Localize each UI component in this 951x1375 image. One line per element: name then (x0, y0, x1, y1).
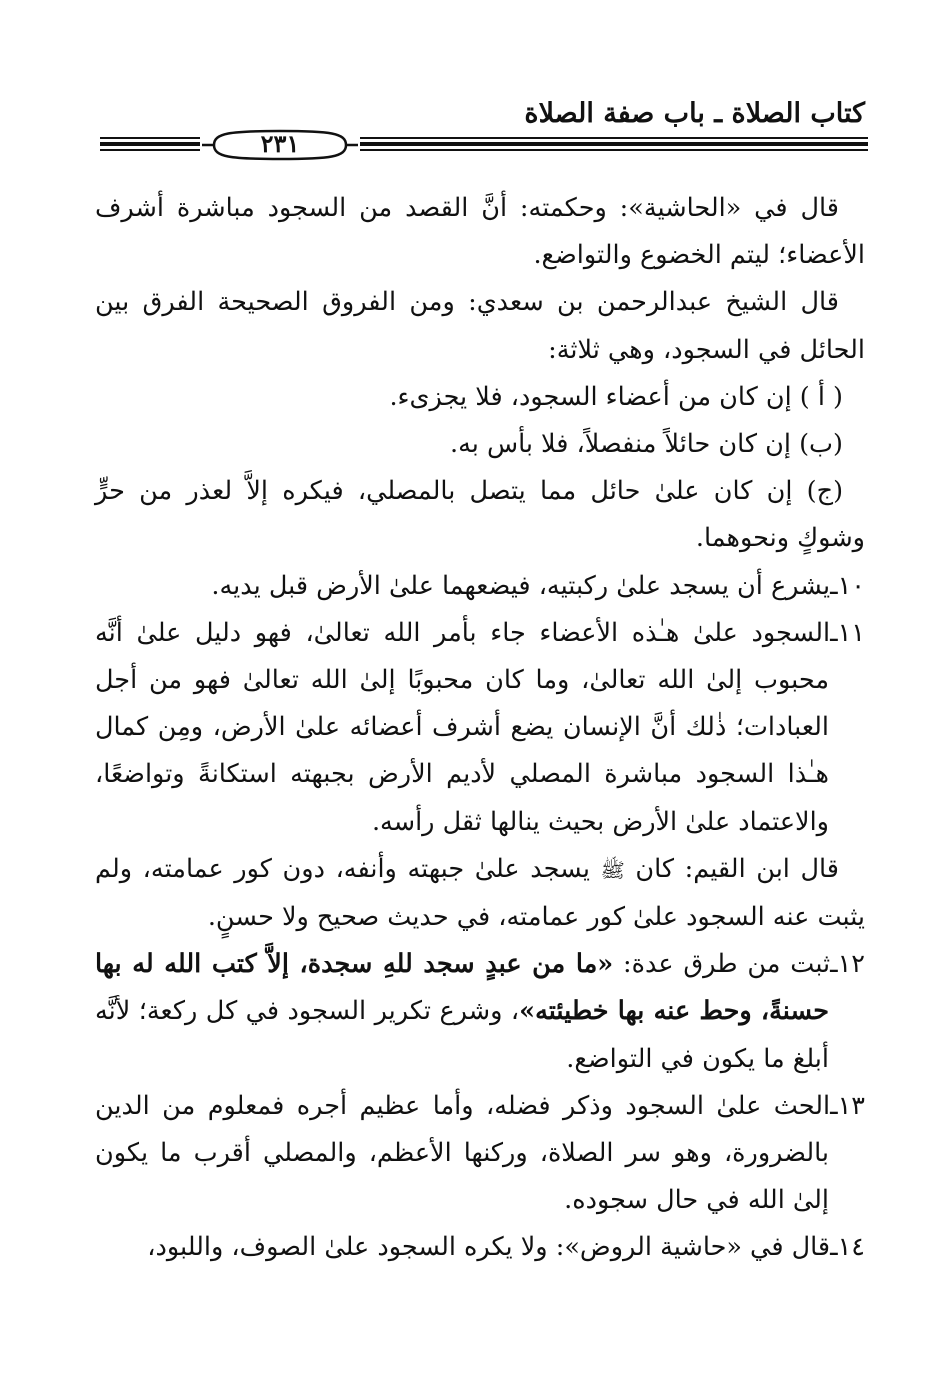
rule-line (360, 149, 868, 151)
rule-line (100, 137, 200, 139)
sub-item-label: (ب) (799, 429, 843, 460)
numbered-item-11 (95, 610, 865, 846)
running-title: كتاب الصلاة ـ باب صفة الصلاة (524, 98, 865, 129)
main-text (95, 185, 865, 1272)
sub-item-text: إن كان حائلاً منفصلاً، فلا بأس به. (449, 429, 791, 460)
sub-item-b (95, 421, 865, 468)
quote-text: يسجد علىٰ جبهته وأنفه، دون كور عمامته، ولم يثبت عنه السجود علىٰ كور عمامته، في حديث صحيح ولا حسنٍ. (95, 853, 865, 933)
item-text: يشرع أن يسجد علىٰ ركبتيه، فيضعهما علىٰ الأرض قبل يديه. (211, 570, 831, 601)
sub-item-text: إن كان علىٰ حائل مما يتصل بالمصلي، فيكره إلاَّ لعذر من حرٍّ وشوكٍ ونحوهما. (95, 476, 865, 554)
rule-line (360, 142, 868, 146)
page-number: ٢٣١ (260, 129, 300, 158)
item-text-rest: ، وشرع تكرير السجود في كل ركعة؛ لأنَّه أبلغ ما يكون في التواضع. (95, 996, 829, 1074)
paragraph-hashiya: قال في «الحاشية»: وحكمته: أنَّ القصد من السجود مباشرة أشرف الأعضاء؛ ليتم الخضوع والتواضع. (95, 193, 865, 271)
header-rule (100, 127, 868, 163)
paragraph-ibn-qayyim (95, 846, 865, 941)
numbered-item-10 (95, 563, 865, 610)
item-text: قال في «حاشية الروض»: ولا يكره السجود علىٰ الصوف، واللبود، (147, 1232, 831, 1263)
salawat-glyph: ﷺ (600, 857, 625, 882)
rule-line (100, 142, 200, 146)
sub-item-label: ( أ ) (799, 381, 843, 412)
page-number-frame (200, 129, 360, 161)
item-number: ١٠ـ (830, 570, 865, 601)
sub-item-text: إن كان من أعضاء السجود، فلا يجزىء. (389, 381, 792, 412)
hadith-quote: «ما من عبدٍ سجد للهِ سجدة، إلاَّ كتب الله له بها حسنةً، وحط عنه بها خطيئته» (95, 949, 829, 1027)
paragraph-ibn-saadi: قال الشيخ عبدالرحمن بن سعدي: ومن الفروق الصحيحة الفرق بين الحائل في السجود، وهي ثلاثة: (95, 287, 865, 365)
quote-intro: قال ابن القيم: كان (624, 853, 839, 884)
item-text-intro: ثبت من طرق عدة: (613, 949, 831, 980)
sub-item-c (95, 468, 865, 562)
sub-item-label: (ج) (806, 476, 844, 507)
item-number: ١٣ـ (830, 1090, 865, 1121)
item-text: الحث علىٰ السجود وذكر فضله، وأما عظيم أجره فمعلوم من الدين بالضرورة، وهو سر الصلاة، وركنها الأعظم، والمصلي أقرب ما يكون إلىٰ الله في حال سجوده. (95, 1090, 831, 1216)
item-text: السجود علىٰ هـٰذه الأعضاء جاء بأمر الله تعالىٰ، فهو دليل علىٰ أنَّه محبوب إلىٰ الله تعالىٰ، وما كان محبوبًا إلىٰ الله تعالىٰ فهو من أجل العبادات؛ ذٰلك أنَّ الإنسان يضع أشرف أعضائه علىٰ الأرض، ومِن كمال هـٰذا السجود مباشرة المصلي لأديم الأرض بجبهته استكانةً وتواضعًا، والاعتماد علىٰ الأرض بحيث ينالها ثقل رأسه. (95, 617, 831, 837)
sub-item-a (95, 374, 865, 421)
rule-line (360, 137, 868, 139)
item-number: ١١ـ (830, 617, 865, 648)
numbered-item-13 (95, 1083, 865, 1225)
item-number: ١٢ـ (830, 949, 866, 980)
numbered-item-12 (95, 941, 865, 1083)
rule-line (100, 149, 200, 151)
item-number: ١٤ـ (830, 1232, 865, 1263)
numbered-item-14 (95, 1224, 865, 1271)
